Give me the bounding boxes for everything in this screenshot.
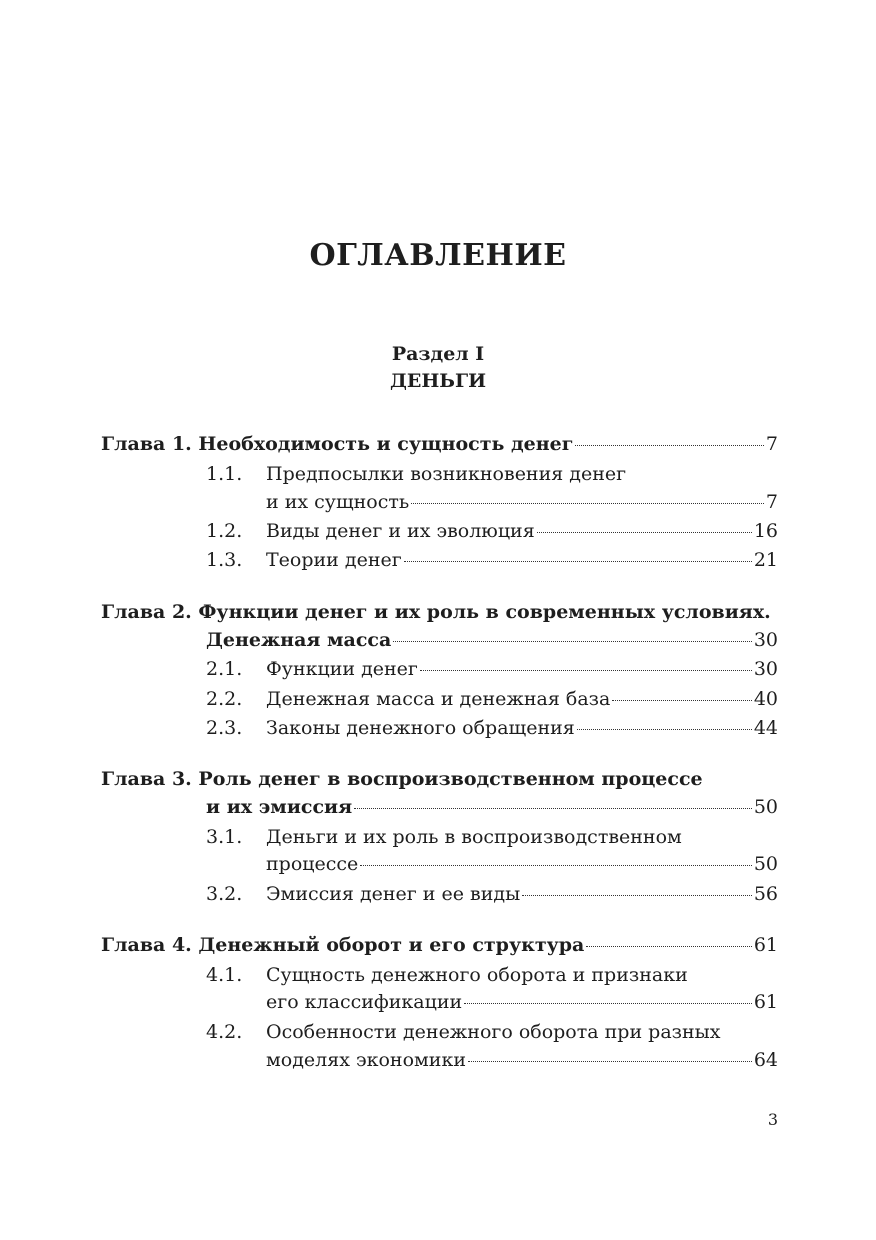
item-number: 4.2.	[206, 1021, 243, 1043]
toc-chapter-1[interactable]	[101, 432, 778, 456]
item-number: 1.2.	[206, 520, 243, 542]
toc-item-4-2[interactable]	[266, 1048, 778, 1072]
toc-item-2-2[interactable]	[266, 687, 778, 711]
toc-item-1-1-line1[interactable]: Предпосылки возникновения денег	[266, 463, 627, 485]
dot-leader	[468, 1061, 752, 1062]
item-title: Законы денежного обращения	[266, 717, 575, 739]
chapter-title: Глава 1. Необходимость и сущность денег	[101, 433, 574, 455]
dot-leader	[393, 641, 752, 642]
page-ref: 21	[753, 549, 778, 571]
item-title: Эмиссия денег и ее виды	[266, 883, 521, 905]
item-number: 1.1.	[206, 463, 243, 485]
page-ref: 44	[753, 717, 778, 739]
item-number: 2.1.	[206, 658, 243, 680]
toc-chapter-3-line1[interactable]: Глава 3. Роль денег в воспроизводственном процессе	[101, 768, 703, 790]
page-ref: 16	[753, 520, 778, 542]
page-ref: 7	[765, 433, 778, 455]
item-number: 3.1.	[206, 826, 243, 848]
toc-item-1-1[interactable]	[266, 490, 778, 514]
page-ref: 64	[753, 1049, 778, 1071]
dot-leader	[420, 670, 752, 671]
toc-chapter-2[interactable]	[206, 628, 778, 652]
page-title: ОГЛАВЛЕНИЕ	[309, 238, 567, 273]
dot-leader	[404, 561, 752, 562]
item-title: Теории денег	[266, 549, 402, 571]
dot-leader	[354, 808, 752, 809]
item-number: 2.2.	[206, 688, 243, 710]
toc-chapter-2-line1[interactable]: Глава 2. Функции денег и их роль в современных условиях.	[101, 601, 771, 623]
page-ref: 40	[753, 688, 778, 710]
dot-leader	[575, 445, 764, 446]
toc-item-1-2[interactable]	[266, 519, 778, 543]
dot-leader	[411, 503, 764, 504]
toc-item-4-1[interactable]	[266, 990, 778, 1014]
dot-leader	[464, 1003, 752, 1004]
item-title: моделях экономики	[266, 1049, 467, 1071]
chapter-title: Денежная масса	[206, 629, 392, 651]
section-label: Раздел I	[391, 343, 485, 365]
toc-item-3-2[interactable]	[266, 882, 778, 906]
toc-item-4-2-line1[interactable]: Особенности денежного оборота при разных	[266, 1021, 721, 1043]
page-ref: 30	[753, 658, 778, 680]
page-ref: 61	[753, 934, 778, 956]
toc-item-4-1-line1[interactable]: Сущность денежного оборота и признаки	[266, 964, 688, 986]
page-ref: 30	[753, 629, 778, 651]
item-title: процессе	[266, 853, 359, 875]
toc-item-3-1-line1[interactable]: Деньги и их роль в воспроизводственном	[266, 826, 682, 848]
toc-item-2-3[interactable]	[266, 716, 778, 740]
dot-leader	[360, 865, 752, 866]
dot-leader	[577, 729, 752, 730]
item-number: 3.2.	[206, 883, 243, 905]
page-ref: 61	[753, 991, 778, 1013]
dot-leader	[537, 532, 752, 533]
toc-chapter-4[interactable]	[101, 933, 778, 957]
toc-item-3-1[interactable]	[266, 852, 778, 876]
item-title: Денежная масса и денежная база	[266, 688, 611, 710]
item-number: 4.1.	[206, 964, 243, 986]
dot-leader	[612, 700, 751, 701]
toc-chapter-3[interactable]	[206, 795, 778, 819]
item-title: Виды денег и их эволюция	[266, 520, 535, 542]
page-ref: 7	[765, 491, 778, 513]
chapter-title: и их эмиссия	[206, 796, 353, 818]
toc-item-1-3[interactable]	[266, 548, 778, 572]
section-title: ДЕНЬГИ	[389, 370, 487, 392]
item-number: 2.3.	[206, 717, 243, 739]
dot-leader	[522, 895, 752, 896]
page-ref: 50	[753, 853, 778, 875]
chapter-title: Глава 4. Денежный оборот и его структура	[101, 934, 585, 956]
item-title: и их сущность	[266, 491, 410, 513]
item-number: 1.3.	[206, 549, 243, 571]
page-number: 3	[767, 1110, 778, 1129]
item-title: Функции денег	[266, 658, 418, 680]
page-ref: 56	[753, 883, 778, 905]
toc-item-2-1[interactable]	[266, 657, 778, 681]
dot-leader	[586, 946, 751, 947]
page-ref: 50	[753, 796, 778, 818]
item-title: его классификации	[266, 991, 463, 1013]
